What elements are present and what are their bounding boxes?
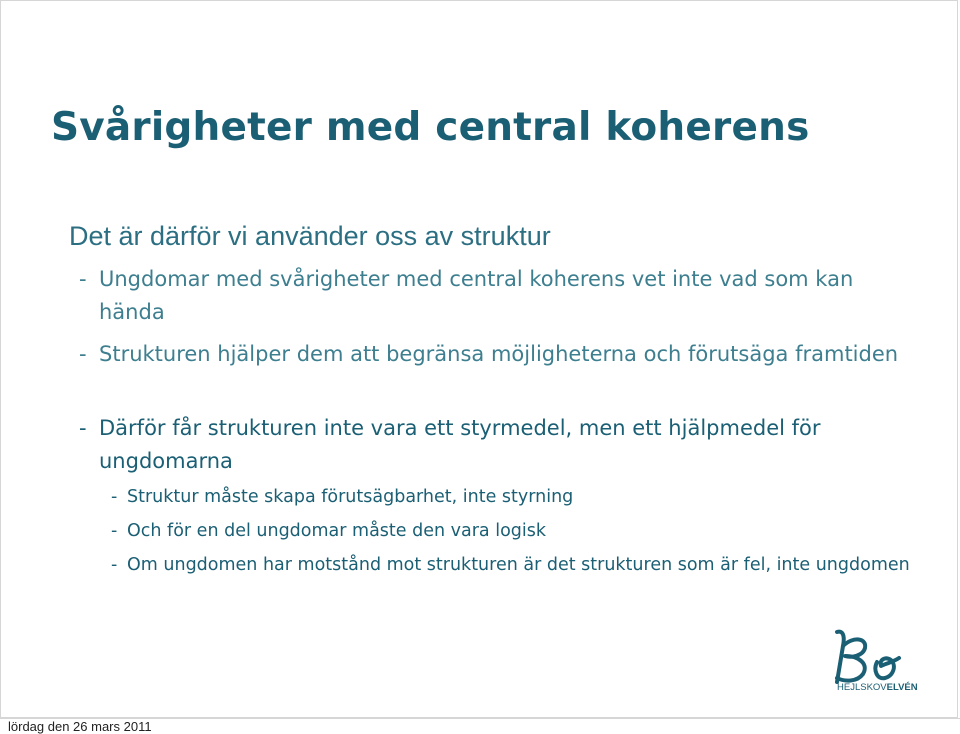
sub-bullet-item — [111, 518, 911, 544]
sub-bullet-item — [111, 484, 911, 510]
bullet-item — [79, 412, 919, 478]
logo-wordmark-light: HEJLSKOV — [837, 682, 887, 693]
bullet-text: Strukturen hjälper dem att begränsa möjligheterna och förutsäga framtiden — [99, 342, 899, 366]
slide-title: Svårigheter med central koherens — [51, 105, 810, 150]
bullet-item — [79, 263, 919, 329]
logo-script-mark — [837, 632, 899, 682]
bullet-text: Därför får strukturen inte vara ett styrmedel, men ett hjälpmedel för ungdomarna — [99, 416, 821, 473]
logo-wordmark-bold: ELVÉN — [886, 682, 918, 693]
footer-date: lördag den 26 mars 2011 — [8, 719, 152, 734]
bullet-dash: - — [79, 267, 87, 291]
bullet-text: Ungdomar med svårigheter med central koherens vet inte vad som kan hända — [99, 267, 854, 324]
logo-wordmark — [837, 682, 918, 693]
bullet-dash: - — [79, 342, 87, 366]
sub-bullet-text: Struktur måste skapa förutsägbarhet, inte styrning — [127, 487, 574, 507]
bullet-dash: - — [79, 416, 87, 440]
sub-bullet-dash: - — [111, 555, 118, 575]
bullet-item — [79, 338, 919, 371]
slide-subtitle: Det är därför vi använder oss av struktur — [69, 221, 551, 251]
sub-bullet-dash: - — [111, 487, 118, 507]
sub-bullet-text: Om ungdomen har motstånd mot strukturen är det strukturen som är fel, inte ungdomen — [127, 555, 910, 575]
sub-bullet-dash: - — [111, 521, 118, 541]
sub-bullet-item — [111, 552, 911, 578]
company-logo — [827, 626, 927, 694]
sub-bullet-text: Och för en del ungdomar måste den vara logisk — [127, 521, 546, 541]
